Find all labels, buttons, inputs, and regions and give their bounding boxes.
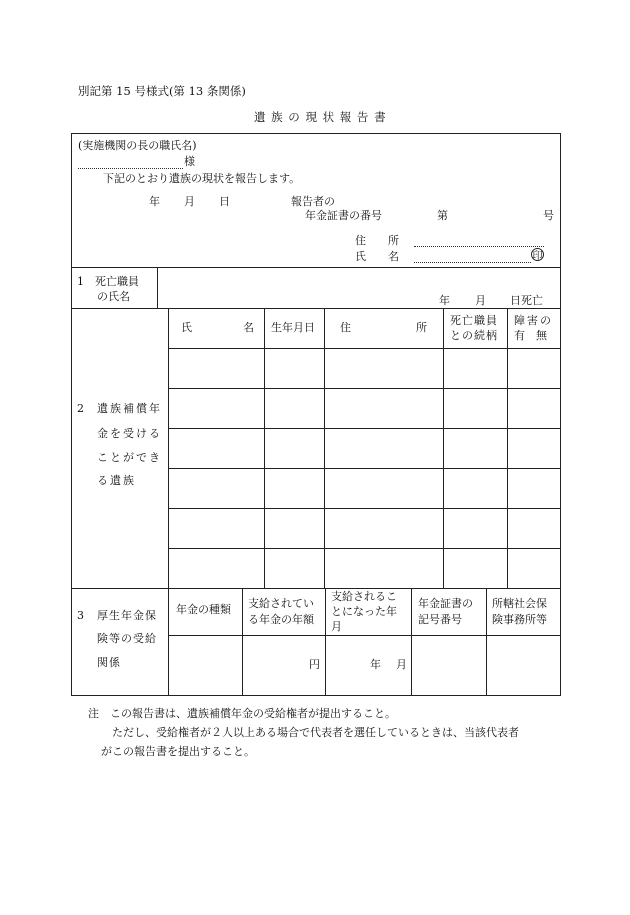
death-day: 日死亡 bbox=[510, 294, 543, 307]
death-month: 月 bbox=[475, 294, 486, 307]
name-field[interactable] bbox=[414, 262, 531, 263]
seal-icon: 印 bbox=[531, 248, 544, 261]
col-name-a: 氏 bbox=[181, 321, 192, 334]
col-pension-type: 年金の種類 bbox=[176, 603, 231, 616]
pension-dai: 第 bbox=[437, 209, 448, 222]
section3-label-3: 関係 bbox=[97, 656, 121, 669]
divider bbox=[411, 588, 412, 696]
form-id: 別記第 15 号様式(第 13 条関係) bbox=[78, 84, 246, 98]
divider bbox=[242, 588, 243, 696]
col-office-1: 所轄社会保 bbox=[492, 597, 547, 610]
date-day: 日 bbox=[219, 195, 230, 208]
addressee-honorific: 様 bbox=[184, 155, 195, 168]
section2-label-2: 金を受ける bbox=[97, 427, 162, 440]
divider bbox=[71, 267, 561, 268]
col-cert-2: 記号番号 bbox=[418, 613, 462, 626]
address-label: 住 所 bbox=[355, 234, 399, 247]
section3-number: 3 bbox=[77, 609, 84, 622]
divider bbox=[168, 508, 561, 509]
divider bbox=[168, 588, 169, 696]
divider bbox=[168, 548, 561, 549]
note-line-3: がこの報告書を提出すること。 bbox=[101, 745, 255, 758]
addressee-line[interactable] bbox=[78, 168, 183, 169]
divider bbox=[168, 348, 561, 349]
col-dob: 生年月日 bbox=[271, 321, 315, 334]
note-line-1: 注 この報告書は、遺族補償年金の受給権者が提出すること。 bbox=[88, 707, 396, 720]
col-disability-1: 障害の bbox=[514, 314, 553, 327]
col-addr-b: 所 bbox=[416, 321, 427, 334]
section2-label-3: ことができ bbox=[97, 451, 162, 464]
col-addr-a: 住 bbox=[340, 321, 351, 334]
section3-label-2: 険等の受給 bbox=[97, 632, 157, 645]
death-year: 年 bbox=[439, 294, 450, 307]
section2-label-4: る遺族 bbox=[97, 474, 136, 487]
divider bbox=[157, 267, 158, 308]
section3-label-1: 厚生年金保 bbox=[97, 609, 157, 622]
divider bbox=[168, 635, 561, 636]
col-amount-2: る年金の年額 bbox=[248, 613, 314, 626]
divider bbox=[325, 588, 326, 696]
reporter-label: 報告者の bbox=[291, 195, 335, 208]
divider bbox=[71, 308, 561, 309]
section2-number: 2 bbox=[77, 402, 84, 415]
divider bbox=[507, 308, 508, 588]
date-year: 年 bbox=[149, 195, 160, 208]
pension-go: 号 bbox=[543, 209, 554, 222]
col-amount-1: 支給されてい bbox=[248, 597, 314, 610]
divider bbox=[264, 308, 265, 588]
divider bbox=[443, 308, 444, 588]
col-disability-2: 有 無 bbox=[514, 329, 547, 342]
divider bbox=[168, 388, 561, 389]
col-office-2: 険事務所等 bbox=[492, 613, 547, 626]
col-start-2: とになった年 bbox=[331, 605, 397, 618]
intro-text: 下記のとおり遺族の現状を報告します。 bbox=[103, 172, 301, 185]
start-year: 年 bbox=[370, 658, 381, 671]
page-title: 遺 族 の 現 状 報 告 書 bbox=[254, 110, 387, 124]
divider bbox=[168, 308, 169, 588]
divider bbox=[168, 428, 561, 429]
divider bbox=[168, 468, 561, 469]
start-month: 月 bbox=[396, 658, 407, 671]
col-relation-1: 死亡職員 bbox=[450, 314, 498, 327]
col-start-3: 月 bbox=[331, 620, 342, 633]
date-month: 月 bbox=[184, 195, 195, 208]
col-relation-2: との続柄 bbox=[450, 329, 498, 342]
col-cert-1: 年金証書の bbox=[418, 597, 473, 610]
address-field[interactable] bbox=[414, 246, 544, 247]
section1-label: 1 死亡職員 bbox=[77, 275, 139, 288]
section1-label-2: の氏名 bbox=[97, 290, 130, 303]
divider bbox=[71, 588, 561, 589]
addressee-label: (実施機関の長の職氏名) bbox=[78, 139, 197, 152]
col-start-1: 支給されるこ bbox=[331, 590, 397, 603]
divider bbox=[324, 308, 325, 588]
section2-label-1: 遺族補償年 bbox=[97, 402, 162, 415]
col-name-b: 名 bbox=[243, 321, 254, 334]
pension-no-label: 年金証書の番号 bbox=[305, 209, 382, 222]
amount-yen: 円 bbox=[309, 658, 320, 671]
name-label: 氏 名 bbox=[355, 250, 399, 263]
divider bbox=[486, 588, 487, 696]
note-line-2: ただし、受給権者が２人以上ある場合で代表者を選任しているときは、当該代表者 bbox=[112, 726, 519, 739]
